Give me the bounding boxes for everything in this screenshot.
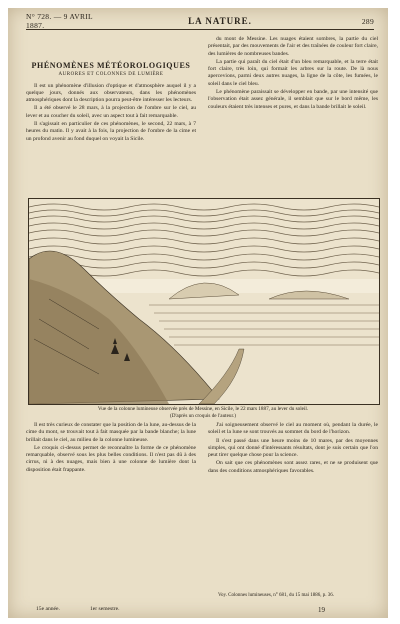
article-title: PHÉNOMÈNES MÉTÉOROLOGIQUES xyxy=(31,61,191,70)
paragraph: Le phénomène paraissait se développer en bande, par une intensité que l'observation était assez générale, il semblait que sur le bord même, les couleurs étaient très intenses et pures, et dans la bande brillait le soleil. xyxy=(208,89,378,110)
right-column xyxy=(208,36,378,112)
paragraph: du mont de Messine. Les nuages étaient sombres, la partie du ciel présentait, par des mouvements de l'air et des traînées de couleur fort claire, des lumières de nombreuses bandes. xyxy=(208,36,378,57)
signature-mark: 19 xyxy=(318,606,325,614)
running-header xyxy=(26,14,374,28)
bottom-right-column xyxy=(208,422,378,476)
paragraph: Il s'est passé dans une heure moins de 10 mares, par des moyennes simples, qui ont donné d'intéressants résultats, dont je suis certain que l'on peut tirer quelque chose pour la science. xyxy=(208,437,378,459)
left-column xyxy=(26,36,196,144)
paragraph: On sait que ces phénomènes sont assez rares, et ne se produisent que dans des conditions atmosphériques favorables. xyxy=(208,460,378,474)
footer-volume: 1er semestre. xyxy=(90,606,120,612)
paragraph: Il a été observé le 28 mars, à la projection de l'ombre sur le ciel, au lever et au coucher du soleil, avec un aspect tout à fait remarquable. xyxy=(26,105,196,119)
paragraph: La partie qui paraît du ciel était d'un bleu remarquable, et la terre était fort claire, très loin, qui formait les arbres sur la route. De là nous apercevions, parmi deux autres nuages, la ligne de la côte, les fumées, le soleil dans le ciel bleu. xyxy=(208,58,378,87)
bottom-left-column xyxy=(26,422,196,475)
paragraph: J'ai soigneusement observé le ciel au moment où, pendant la durée, le soleil et la lune se sont trouvés au sommet du bord de l'horizon. xyxy=(208,422,378,436)
paragraph: Il est très curieux de constater que la position de la lune, au-dessus de la cime du mont, se trouvait tout à fait masquée par la bande blanche; la lune brillait dans le ciel, au milieu de la colonne lumineuse. xyxy=(26,422,196,443)
paragraph: Il s'agissait en particulier de ces phénomènes, le second, 22 mars, à 7 heures du matin. Il y avait à la fois, la projection de l'ombre de la cime et un profond avenir au fond duquel on voyait la Sicile. xyxy=(26,121,196,142)
figure-caption: Vue de la colonne lumineuse observée près de Messine, en Sicile, le 22 mars 1887, au lever du soleil. xyxy=(97,406,309,412)
page-sheet xyxy=(8,8,388,618)
journal-title: LA NATURE. xyxy=(188,16,252,26)
engraving-illustration xyxy=(28,198,380,405)
figure-credit: (D'après un croquis de l'auteur.) xyxy=(170,413,236,419)
header-rule xyxy=(26,29,374,30)
article-subtitle: AURORES ET COLONNES DE LUMIÈRE xyxy=(58,72,164,78)
footer-issue: 15e année. xyxy=(36,606,60,612)
paragraph: Il est un phénomène d'illusion d'optique et d'atmosphère auquel il y a quelque jours, donnés aux observateurs, dans les phénomènes atmosphériques dont la description pourra peut-être intéresser les lecteurs. xyxy=(26,82,196,104)
paragraph: Le croquis ci-dessus permet de reconnaître la forme de ce phénomène remarquable, observé sous les plus belles conditions. Il n'est pas dû à des cirrus, ni à des nuages, mais bien à une colonne de lumière dont la disposition était frappante. xyxy=(26,444,196,473)
issue-number: N° 728. — 9 AVRIL 1887. xyxy=(26,12,93,30)
page-number: 289 xyxy=(361,16,374,26)
footnote: Voy. Colonnes lumineuses, n° 681, du 15 mai 1886, p. 36. xyxy=(218,593,335,598)
